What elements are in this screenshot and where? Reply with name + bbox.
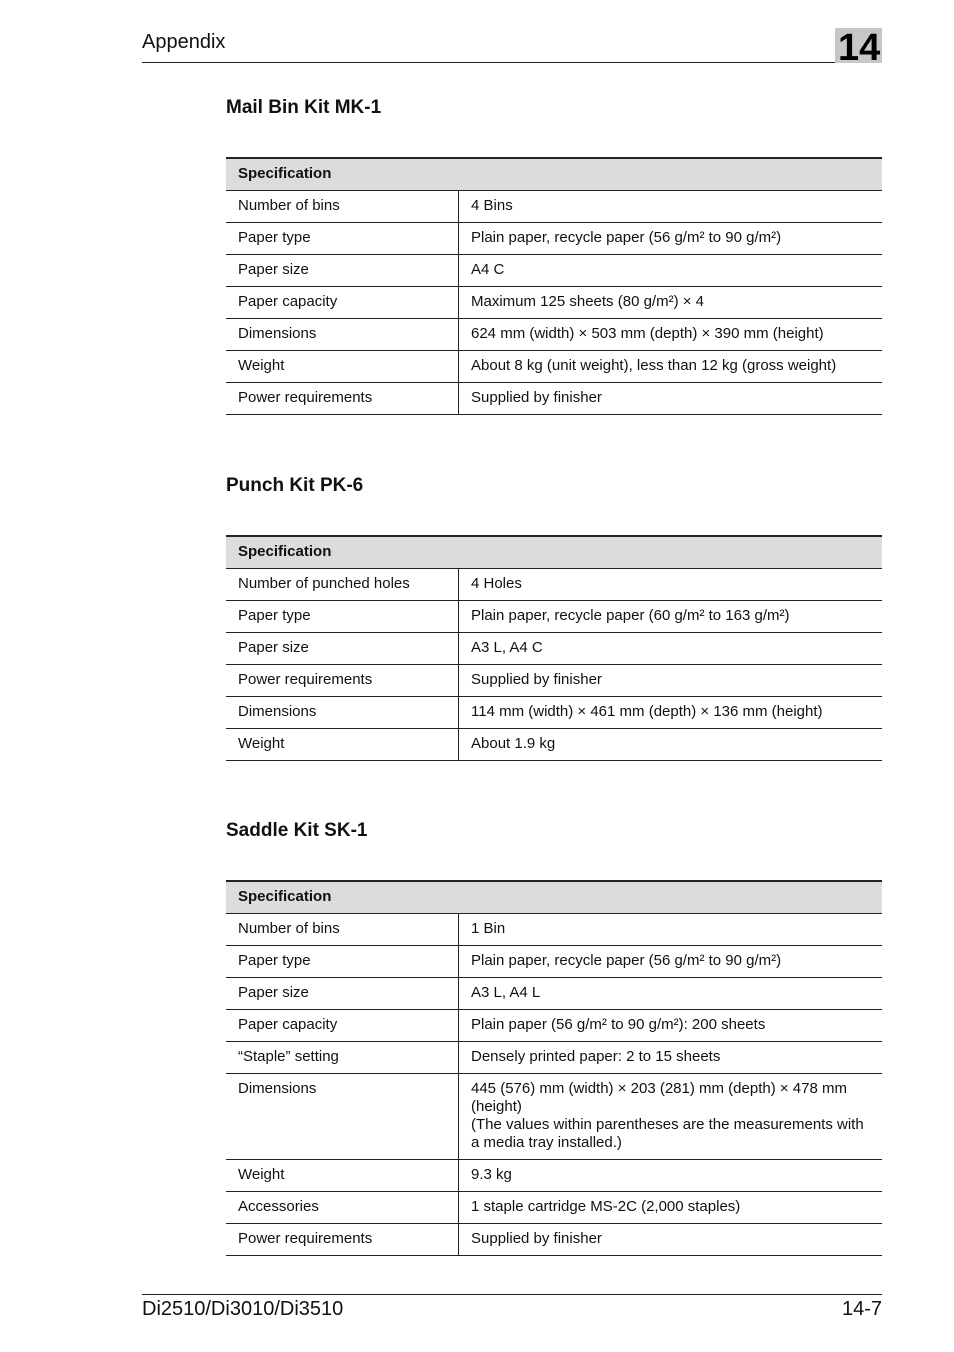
header-rule xyxy=(142,62,882,63)
table-row: Dimensions 445 (576) mm (width) × 203 (281) mm (depth) × 478 mm (height) (The values within parentheses are the measurements with a media tray installed.) xyxy=(226,1074,882,1160)
table-row: Accessories 1 staple cartridge MS-2C (2,000 staples) xyxy=(226,1192,882,1224)
table-header: Specification xyxy=(226,881,882,914)
table-row: Number of bins 4 Bins xyxy=(226,191,882,223)
spec-table-punch-kit xyxy=(226,535,882,761)
dimensions-value: 445 (576) mm (width) × 203 (281) mm (depth) × 478 mm (height) xyxy=(471,1080,847,1115)
running-header: Appendix xyxy=(142,31,226,53)
section-title-mail-bin-kit: Mail Bin Kit MK-1 xyxy=(226,97,382,118)
page-number: 14-7 xyxy=(841,1298,882,1320)
table-row: “Staple” setting Densely printed paper: 2 to 15 sheets xyxy=(226,1042,882,1074)
table-row: Weight 9.3 kg xyxy=(226,1160,882,1192)
table-row: Dimensions 114 mm (width) × 461 mm (depth) × 136 mm (height) xyxy=(226,697,882,729)
spec-table-saddle-kit xyxy=(226,880,882,1256)
spec-table-mail-bin-kit xyxy=(226,157,882,415)
table-row: Paper type Plain paper, recycle paper (60 g/m² to 163 g/m²) xyxy=(226,601,882,633)
table-header: Specification xyxy=(226,536,882,569)
section-title-saddle-kit: Saddle Kit SK-1 xyxy=(226,820,368,841)
footer-rule xyxy=(142,1294,882,1295)
table-header: Specification xyxy=(226,158,882,191)
table-row: Paper size A4 C xyxy=(226,255,882,287)
table-row: Weight About 8 kg (unit weight), less than 12 kg (gross weight) xyxy=(226,351,882,383)
table-row: Paper type Plain paper, recycle paper (56 g/m² to 90 g/m²) xyxy=(226,946,882,978)
table-row: Paper capacity Maximum 125 sheets (80 g/m²) × 4 xyxy=(226,287,882,319)
table-row: Power requirements Supplied by finisher xyxy=(226,1224,882,1256)
table-row: Paper size A3 L, A4 C xyxy=(226,633,882,665)
table-row: Number of punched holes 4 Holes xyxy=(226,569,882,601)
table-row: Paper capacity Plain paper (56 g/m² to 90 g/m²): 200 sheets xyxy=(226,1010,882,1042)
table-row: Dimensions 624 mm (width) × 503 mm (depth) × 390 mm (height) xyxy=(226,319,882,351)
table-row: Number of bins 1 Bin xyxy=(226,914,882,946)
table-row: Weight About 1.9 kg xyxy=(226,729,882,761)
table-row: Paper type Plain paper, recycle paper (56 g/m² to 90 g/m²) xyxy=(226,223,882,255)
footer-model: Di2510/Di3010/Di3510 xyxy=(142,1298,344,1320)
chapter-number: 14 xyxy=(838,27,881,69)
table-row: Paper size A3 L, A4 L xyxy=(226,978,882,1010)
table-row: Power requirements Supplied by finisher xyxy=(226,665,882,697)
dimensions-note: (The values within parentheses are the measurements with a media tray installed.) xyxy=(471,1116,864,1151)
section-title-punch-kit: Punch Kit PK-6 xyxy=(226,475,364,496)
table-row: Power requirements Supplied by finisher xyxy=(226,383,882,415)
